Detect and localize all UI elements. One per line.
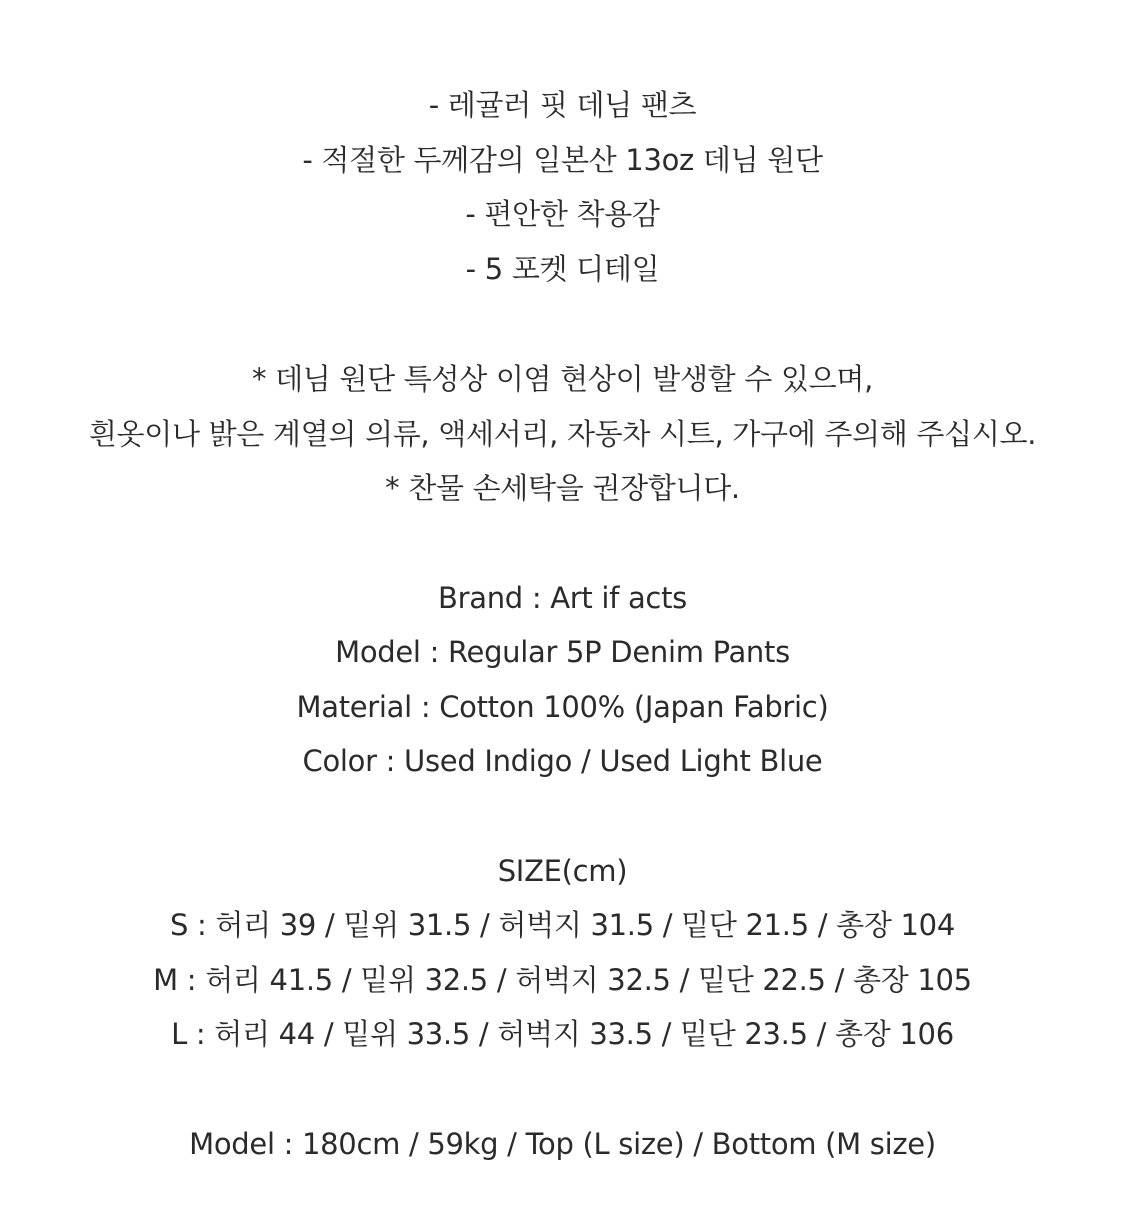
spacer <box>0 1062 1125 1117</box>
product-specs <box>0 571 1125 789</box>
feature-list <box>0 78 1125 296</box>
size-row: L : 허리 44 / 밑위 33.5 / 허벅지 33.5 / 밑단 23.5 / 총장 106 <box>171 1017 954 1051</box>
spec-material: Material : Cotton 100% (Japan Fabric) <box>296 689 829 724</box>
feature-item: - 5 포켓 디테일 <box>465 251 660 286</box>
spacer <box>0 296 1125 352</box>
notice-line: * 찬물 손세탁을 권장합니다. <box>385 471 740 505</box>
spec-color: Color : Used Indigo / Used Light Blue <box>302 744 823 778</box>
spec-brand: Brand : Art if acts <box>438 580 687 615</box>
spacer <box>0 789 1125 844</box>
size-row: M : 허리 41.5 / 밑위 32.5 / 허벅지 32.5 / 밑단 22.5 / 총장 105 <box>153 962 972 997</box>
care-notice <box>0 352 1125 516</box>
feature-item: - 레귤러 핏 데님 팬츠 <box>428 88 697 122</box>
size-row: S : 허리 39 / 밑위 31.5 / 허벅지 31.5 / 밑단 21.5 / 총장 104 <box>170 908 955 942</box>
spacer <box>0 516 1125 571</box>
spec-model: Model : Regular 5P Denim Pants <box>335 635 790 669</box>
model-info: Model : 180cm / 59kg / Top (L size) / Bottom (M size) <box>189 1126 936 1161</box>
size-chart <box>0 844 1125 1062</box>
model-info-block <box>0 1117 1125 1172</box>
feature-item: - 적절한 두께감의 일본산 13oz 데님 원단 <box>302 142 823 177</box>
notice-line: 흰옷이나 밝은 계열의 의류, 액세서리, 자동차 시트, 가구에 주의해 주십시오. <box>88 416 1037 451</box>
feature-item: - 편안한 착용감 <box>465 197 660 231</box>
size-heading: SIZE(cm) <box>497 853 628 888</box>
notice-line: * 데님 원단 특성상 이염 현상이 발생할 수 있으며, <box>251 362 874 396</box>
